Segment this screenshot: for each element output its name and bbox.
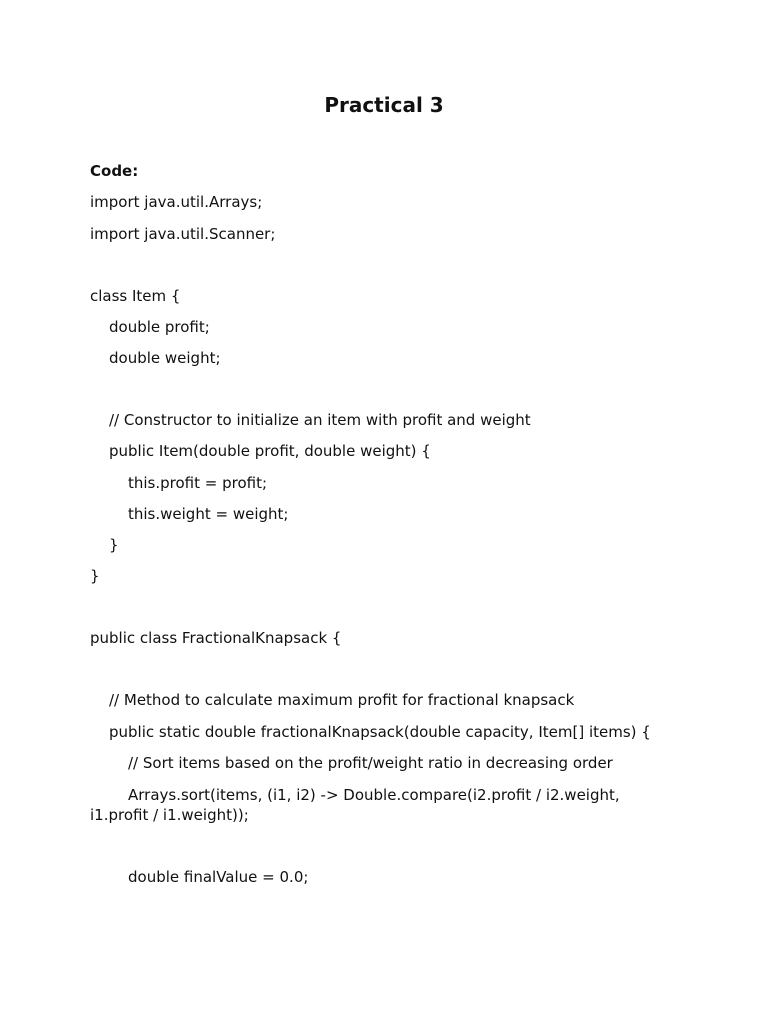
code-line: double finalValue = 0.0; [128, 868, 309, 886]
code-line: Arrays.sort(items, (i1, i2) -> Double.compare(i2.profit / i2.weight, [128, 786, 620, 804]
code-line: public static double fractionalKnapsack(double capacity, Item[] items) { [109, 723, 651, 741]
page-title: Practical 3 [324, 93, 444, 117]
code-line: public Item(double profit, double weight) { [109, 442, 431, 460]
code-line: this.weight = weight; [128, 505, 289, 523]
code-heading: Code: [90, 162, 139, 180]
code-line: import java.util.Scanner; [90, 225, 276, 243]
code-line: double profit; [109, 318, 210, 336]
code-line: } [90, 567, 100, 585]
code-line: import java.util.Arrays; [90, 193, 263, 211]
code-comment: // Constructor to initialize an item with profit and weight [109, 411, 531, 429]
code-line: double weight; [109, 349, 221, 367]
code-line: public class FractionalKnapsack { [90, 629, 342, 647]
code-line: i1.profit / i1.weight)); [90, 806, 249, 824]
code-line: } [109, 536, 119, 554]
code-line: class Item { [90, 287, 181, 305]
code-line: this.profit = profit; [128, 474, 268, 492]
code-comment: // Sort items based on the profit/weight ratio in decreasing order [128, 754, 613, 772]
code-comment: // Method to calculate maximum profit for fractional knapsack [109, 691, 575, 709]
